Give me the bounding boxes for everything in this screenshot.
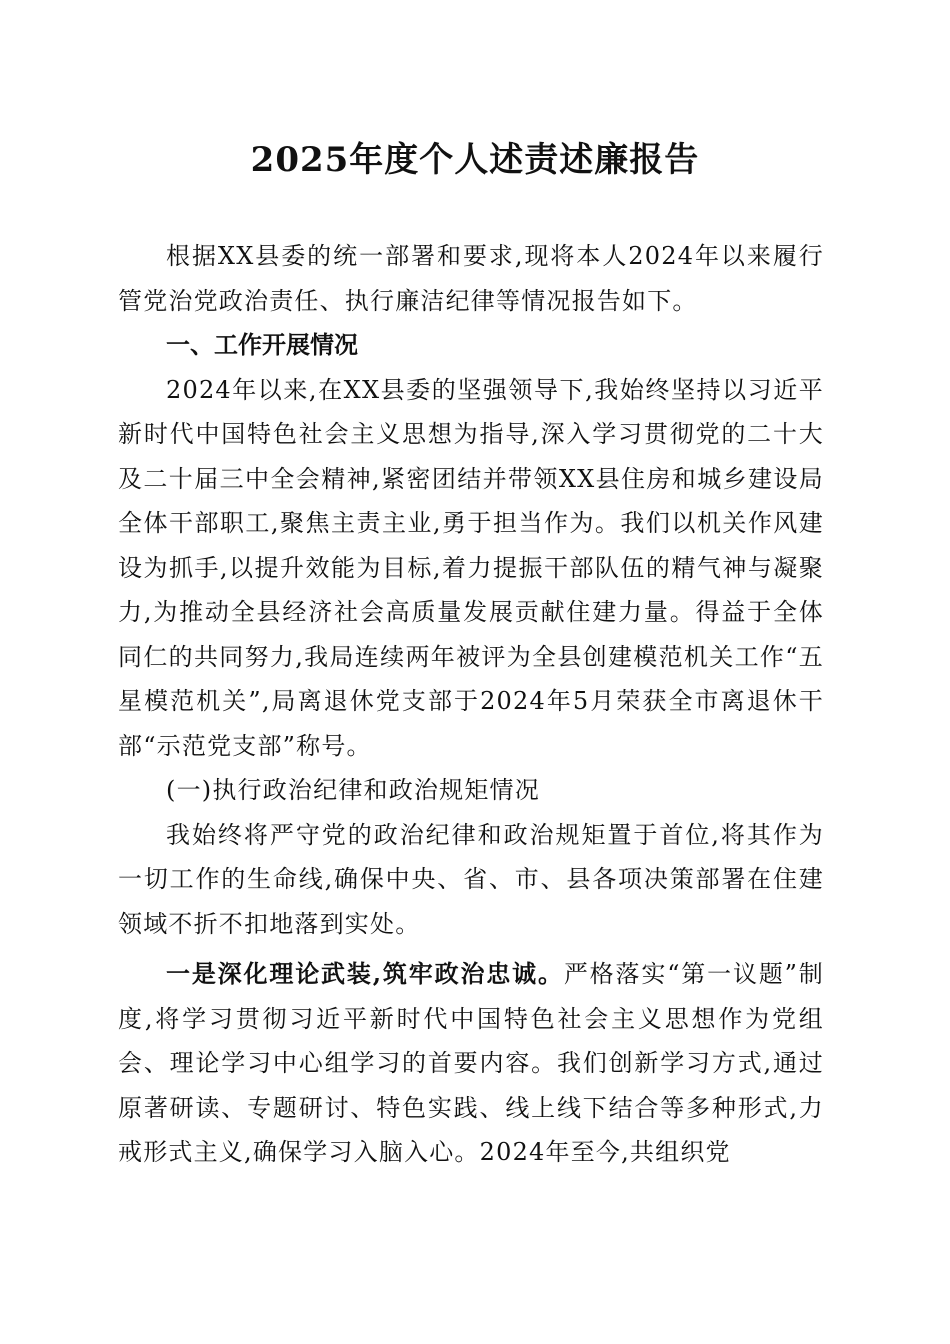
- document-body: [118, 234, 824, 1175]
- section-heading-1: 一、工作开展情况: [166, 331, 358, 359]
- subsection-heading-1: (一)执行政治纪律和政治规矩情况: [166, 776, 540, 804]
- subsection1-paragraph: 我始终将严守党的政治纪律和政治规矩置于首位,将其作为一切工作的生命线,确保中央、省、市、县各项决策部署在住建领域不折不扣地落到实处。: [118, 820, 824, 938]
- point1-lead: 一是深化理论武装,筑牢政治忠诚。: [166, 959, 564, 988]
- intro-paragraph: 根据XX县委的统一部署和要求,现将本人2024年以来履行管党治党政治责任、执行廉洁纪律等情况报告如下。: [118, 242, 824, 315]
- document-title: 2025年度个人述责述廉报告: [250, 140, 700, 180]
- section1-paragraph: 2024年以来,在XX县委的坚强领导下,我始终坚持以习近平新时代中国特色社会主义思想为指导,深入学习贯彻党的二十大及二十届三中全会精神,紧密团结并带领XX县住房和城乡建设局全体干部职工,聚焦主责主业,勇于担当作为。我们以机关作风建设为抓手,以提升效能为目标,着力提振干部队伍的精气神与凝聚力,为推动全县经济社会高质量发展贡献住建力量。得益于全体同仁的共同努力,我局连续两年被评为全县创建模范机关工作“五星模范机关”,局离退休党支部于2024年5月荣获全市离退休干部“示范党支部”称号。: [118, 375, 824, 760]
- point1-body: 严格落实“第一议题”制度,将学习贯彻习近平新时代中国特色社会主义思想作为党组会、理论学习中心组学习的首要内容。我们创新学习方式,通过原著研读、专题研讨、特色实践、线上线下结合等多种形式,力戒形式主义,确保学习入脑入心。2024年至今,共组织党: [118, 960, 824, 1166]
- point1-paragraph: [118, 952, 824, 1175]
